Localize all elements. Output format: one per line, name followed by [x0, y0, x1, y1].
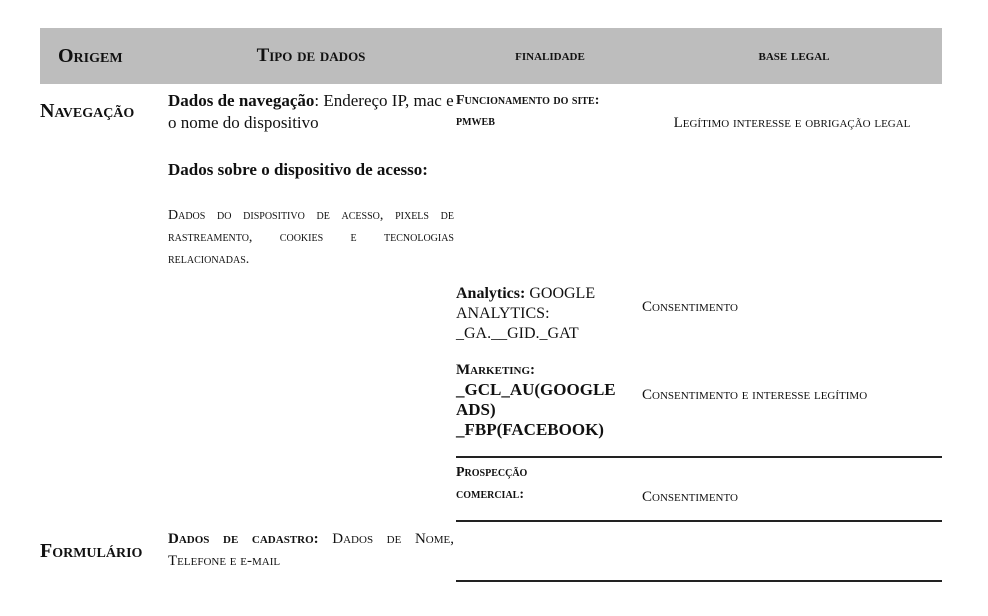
- tipo-dispositivo-text: Dados do dispositivo de acesso, pixels de rastreamento, cookies e tecnologias relacionadas.: [168, 208, 454, 267]
- finalidade-analytics: [456, 284, 640, 344]
- tipo-dados-navegacao: [168, 90, 454, 134]
- tipo-dispositivo-acesso: [168, 160, 454, 180]
- base-consentimento-prospeccao: Consentimento: [642, 489, 738, 505]
- marketing-text: _GCL_AU(GOOGLE ADS) _FBP(FACEBOOK): [456, 380, 616, 439]
- origem-navegacao: Navegação: [40, 100, 135, 122]
- row-divider: [456, 520, 942, 522]
- base-consentimento-analytics: Consentimento: [642, 299, 738, 315]
- base-legitimo-interesse: Legítimo interesse e obrigação legal: [673, 115, 911, 131]
- finalidade-prospeccao: Prospecção comercial:: [456, 465, 528, 502]
- analytics-title: Analytics:: [456, 285, 526, 302]
- tipo-dispositivo-title: Dados sobre o dispositivo de acesso:: [168, 160, 428, 179]
- tipo-dados-cadastro: [168, 528, 454, 572]
- marketing-title: Marketing:: [456, 362, 536, 378]
- origem-formulario: Formulário: [40, 540, 143, 562]
- tipo-title: Dados de navegação: [168, 91, 315, 110]
- header-tipo-de-dados: Tipo de dados: [256, 45, 366, 66]
- tipo-text: : Endereço IP, mac e o nome do dispositivo: [168, 91, 454, 132]
- cadastro-text: Dados de Nome, Telefone e e-mail: [168, 531, 454, 569]
- cadastro-title: Dados de cadastro:: [168, 531, 319, 547]
- header-finalidade: finalidade: [515, 48, 585, 64]
- analytics-text: GOOGLE ANALYTICS: _GA.__GID._GAT: [456, 285, 596, 342]
- header-base-legal: base legal: [758, 48, 830, 64]
- base-consentimento-interesse: Consentimento e interesse legítimo: [642, 387, 868, 403]
- header-origem: Origem: [58, 45, 123, 67]
- row-divider: [456, 580, 942, 582]
- finalidade-funcionamento: Funcionamento do site: pmweb: [456, 93, 600, 129]
- row-divider: [456, 456, 942, 458]
- table-header: [40, 28, 942, 84]
- finalidade-marketing: [456, 360, 640, 440]
